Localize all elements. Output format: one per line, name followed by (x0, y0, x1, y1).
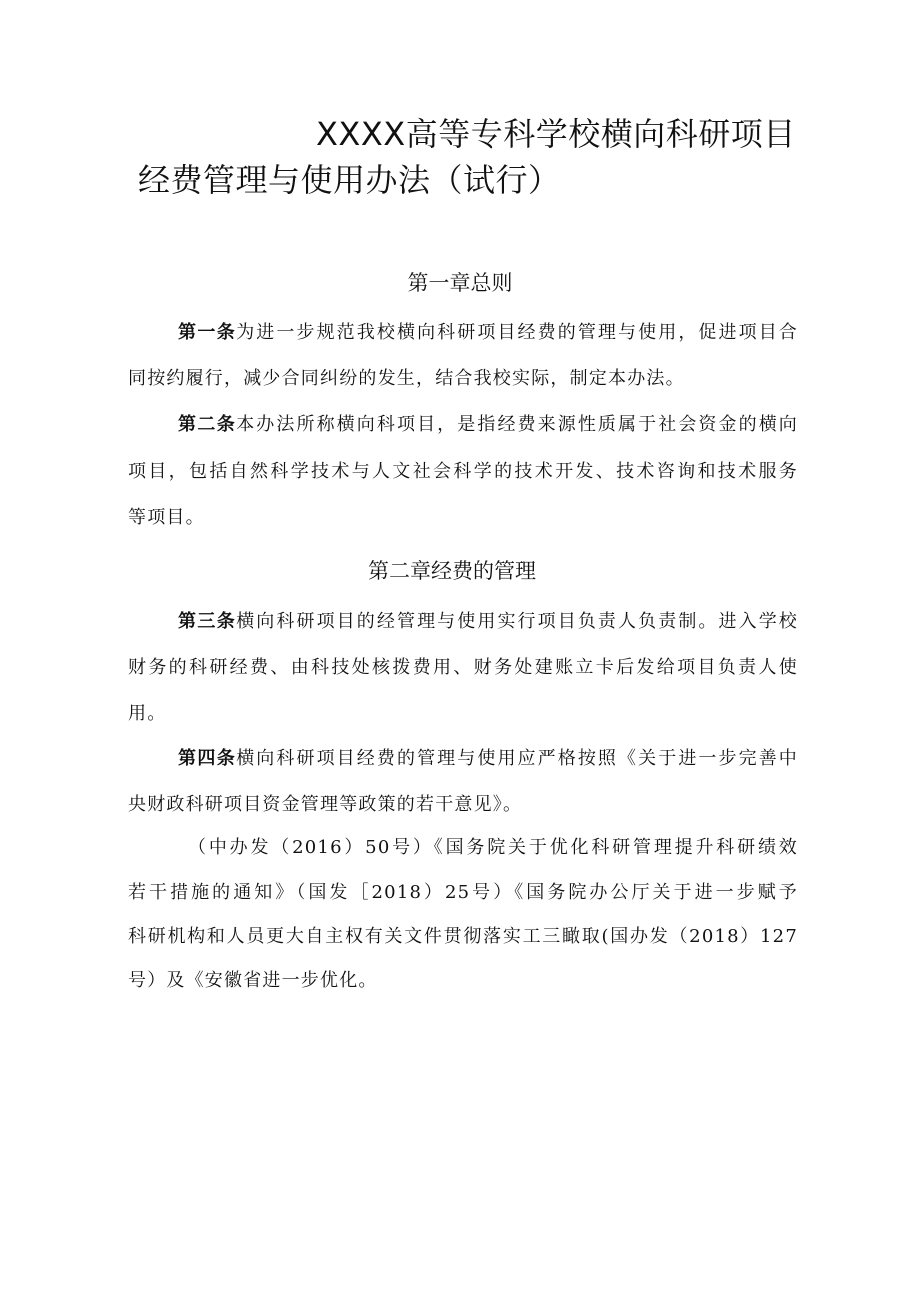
article-2-text-1: 本办法所称横向科项目，是指经费来源性质属于社会资金的横向 (236, 414, 799, 435)
article-2-line-2: 项目，包括自然科学技术与人文社会科学的技术开发、技术咨询和技术服务 (128, 461, 798, 482)
article-1-line-2: 同按约履行，减少合同纠纷的发生，结合我校实际，制定本办法。 (128, 368, 685, 389)
paragraph-5-line-2: 若干措施的通知》（国发［2018）25号）《国务院办公厅关于进一步赋予 (128, 882, 798, 903)
article-3-head: 第三条 (178, 611, 237, 632)
article-1-text-1: 为进一步规范我校横向科研项目经费的管理与使用，促进项目合 (236, 322, 799, 343)
article-1-line-1 (178, 320, 798, 346)
article-1-head: 第一条 (178, 322, 237, 343)
article-3-line-2: 财务的科研经费、由科技处核拨费用、财务处建账立卡后发给项目负责人使 (128, 657, 798, 678)
article-4-line-2: 央财政科研项目资金管理等政策的若干意见》。 (128, 794, 523, 815)
paragraph-5-line-4: 号）及《安徽省进一步优化。 (128, 970, 378, 991)
article-2-head: 第二条 (178, 414, 237, 435)
document-title-line-1: XXXX高等专科学校横向科研项目 (316, 115, 796, 153)
chapter-2-heading: 第二章经费的管理 (368, 559, 536, 583)
article-3-text-1: 横向科研项目的经管理与使用实行项目负责人负责制。进入学校 (236, 611, 799, 632)
article-2-line-3: 等项目。 (128, 507, 205, 528)
article-3-line-3: 用。 (128, 703, 167, 724)
chapter-1-heading: 第一章总则 (407, 271, 513, 295)
article-2-line-1 (178, 412, 798, 438)
article-3-line-1 (178, 609, 798, 635)
article-4-head: 第四条 (178, 748, 237, 769)
document-title-line-2: 经费管理与使用办法（试行） (138, 161, 561, 199)
paragraph-5-line-1: （中办发（2016）50号）《国务院关于优化科研管理提升科研绩效 (188, 837, 798, 858)
article-4-line-1 (178, 746, 798, 772)
paragraph-5-line-3: 科研机构和人员更大自主权有关文件贯彻落实工三瞰取(国办发（2018）127 (128, 926, 798, 947)
article-4-text-1: 横向科研项目经费的管理与使用应严格按照《关于进一步完善中 (236, 748, 799, 769)
